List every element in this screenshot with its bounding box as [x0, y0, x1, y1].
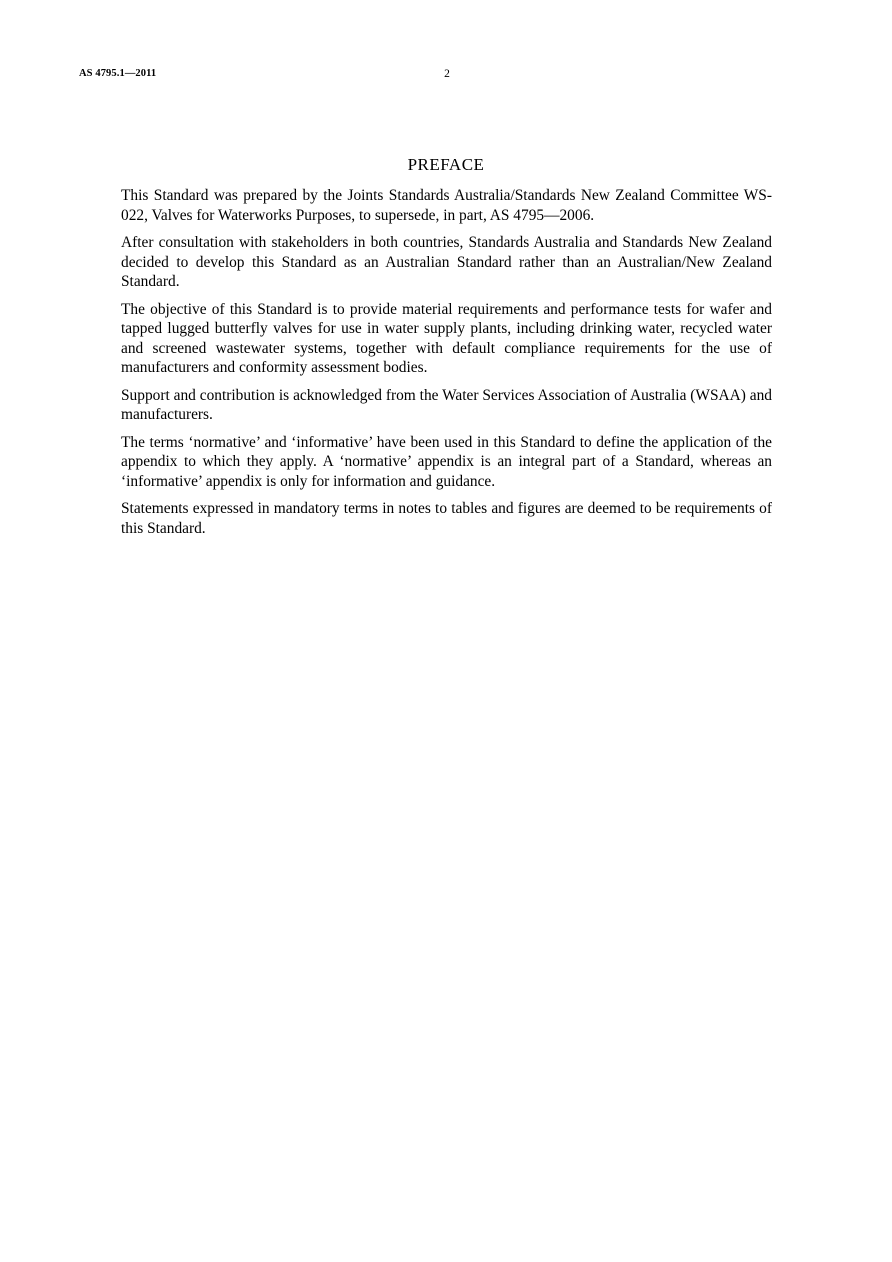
- page-number: 2: [444, 68, 450, 80]
- paragraph-acknowledgement: Support and contribution is acknowledged from the Water Services Association of Australia (WSAA) and manufacturers.: [121, 386, 772, 423]
- paragraph-committee: This Standard was prepared by the Joints Standards Australia/Standards New Zealand Committee WS-022, Valves for Waterworks Purposes, to supersede, in part, AS 4795—2006.: [121, 187, 772, 224]
- preface-body: [121, 186, 772, 546]
- paragraph-normative-informative: The terms ‘normative’ and ‘informative’ have been used in this Standard to define the application of the appendix to which they apply. A ‘normative’ appendix is an integral part of a Standard, whereas an ‘informative’ appendix is only for information and guidance.: [121, 433, 772, 490]
- paragraph-mandatory-terms: Statements expressed in mandatory terms in notes to tables and figures are deemed to be requirements of this Standard.: [121, 500, 772, 537]
- paragraph-consultation: After consultation with stakeholders in both countries, Standards Australia and Standards New Zealand decided to develop this Standard as an Australian Standard rather than an Australian/New Zealand Standard.: [121, 234, 772, 290]
- document-id: AS 4795.1—2011: [79, 68, 157, 79]
- section-title: PREFACE: [407, 155, 485, 174]
- paragraph-objective: The objective of this Standard is to provide material requirements and performance tests for wafer and tapped lugged butterfly valves for use in water supply plants, including drinking water, recycled water and screened wastewater systems, together with default compliance requirements for the use of manufacturers and conformity assessment bodies.: [121, 300, 772, 376]
